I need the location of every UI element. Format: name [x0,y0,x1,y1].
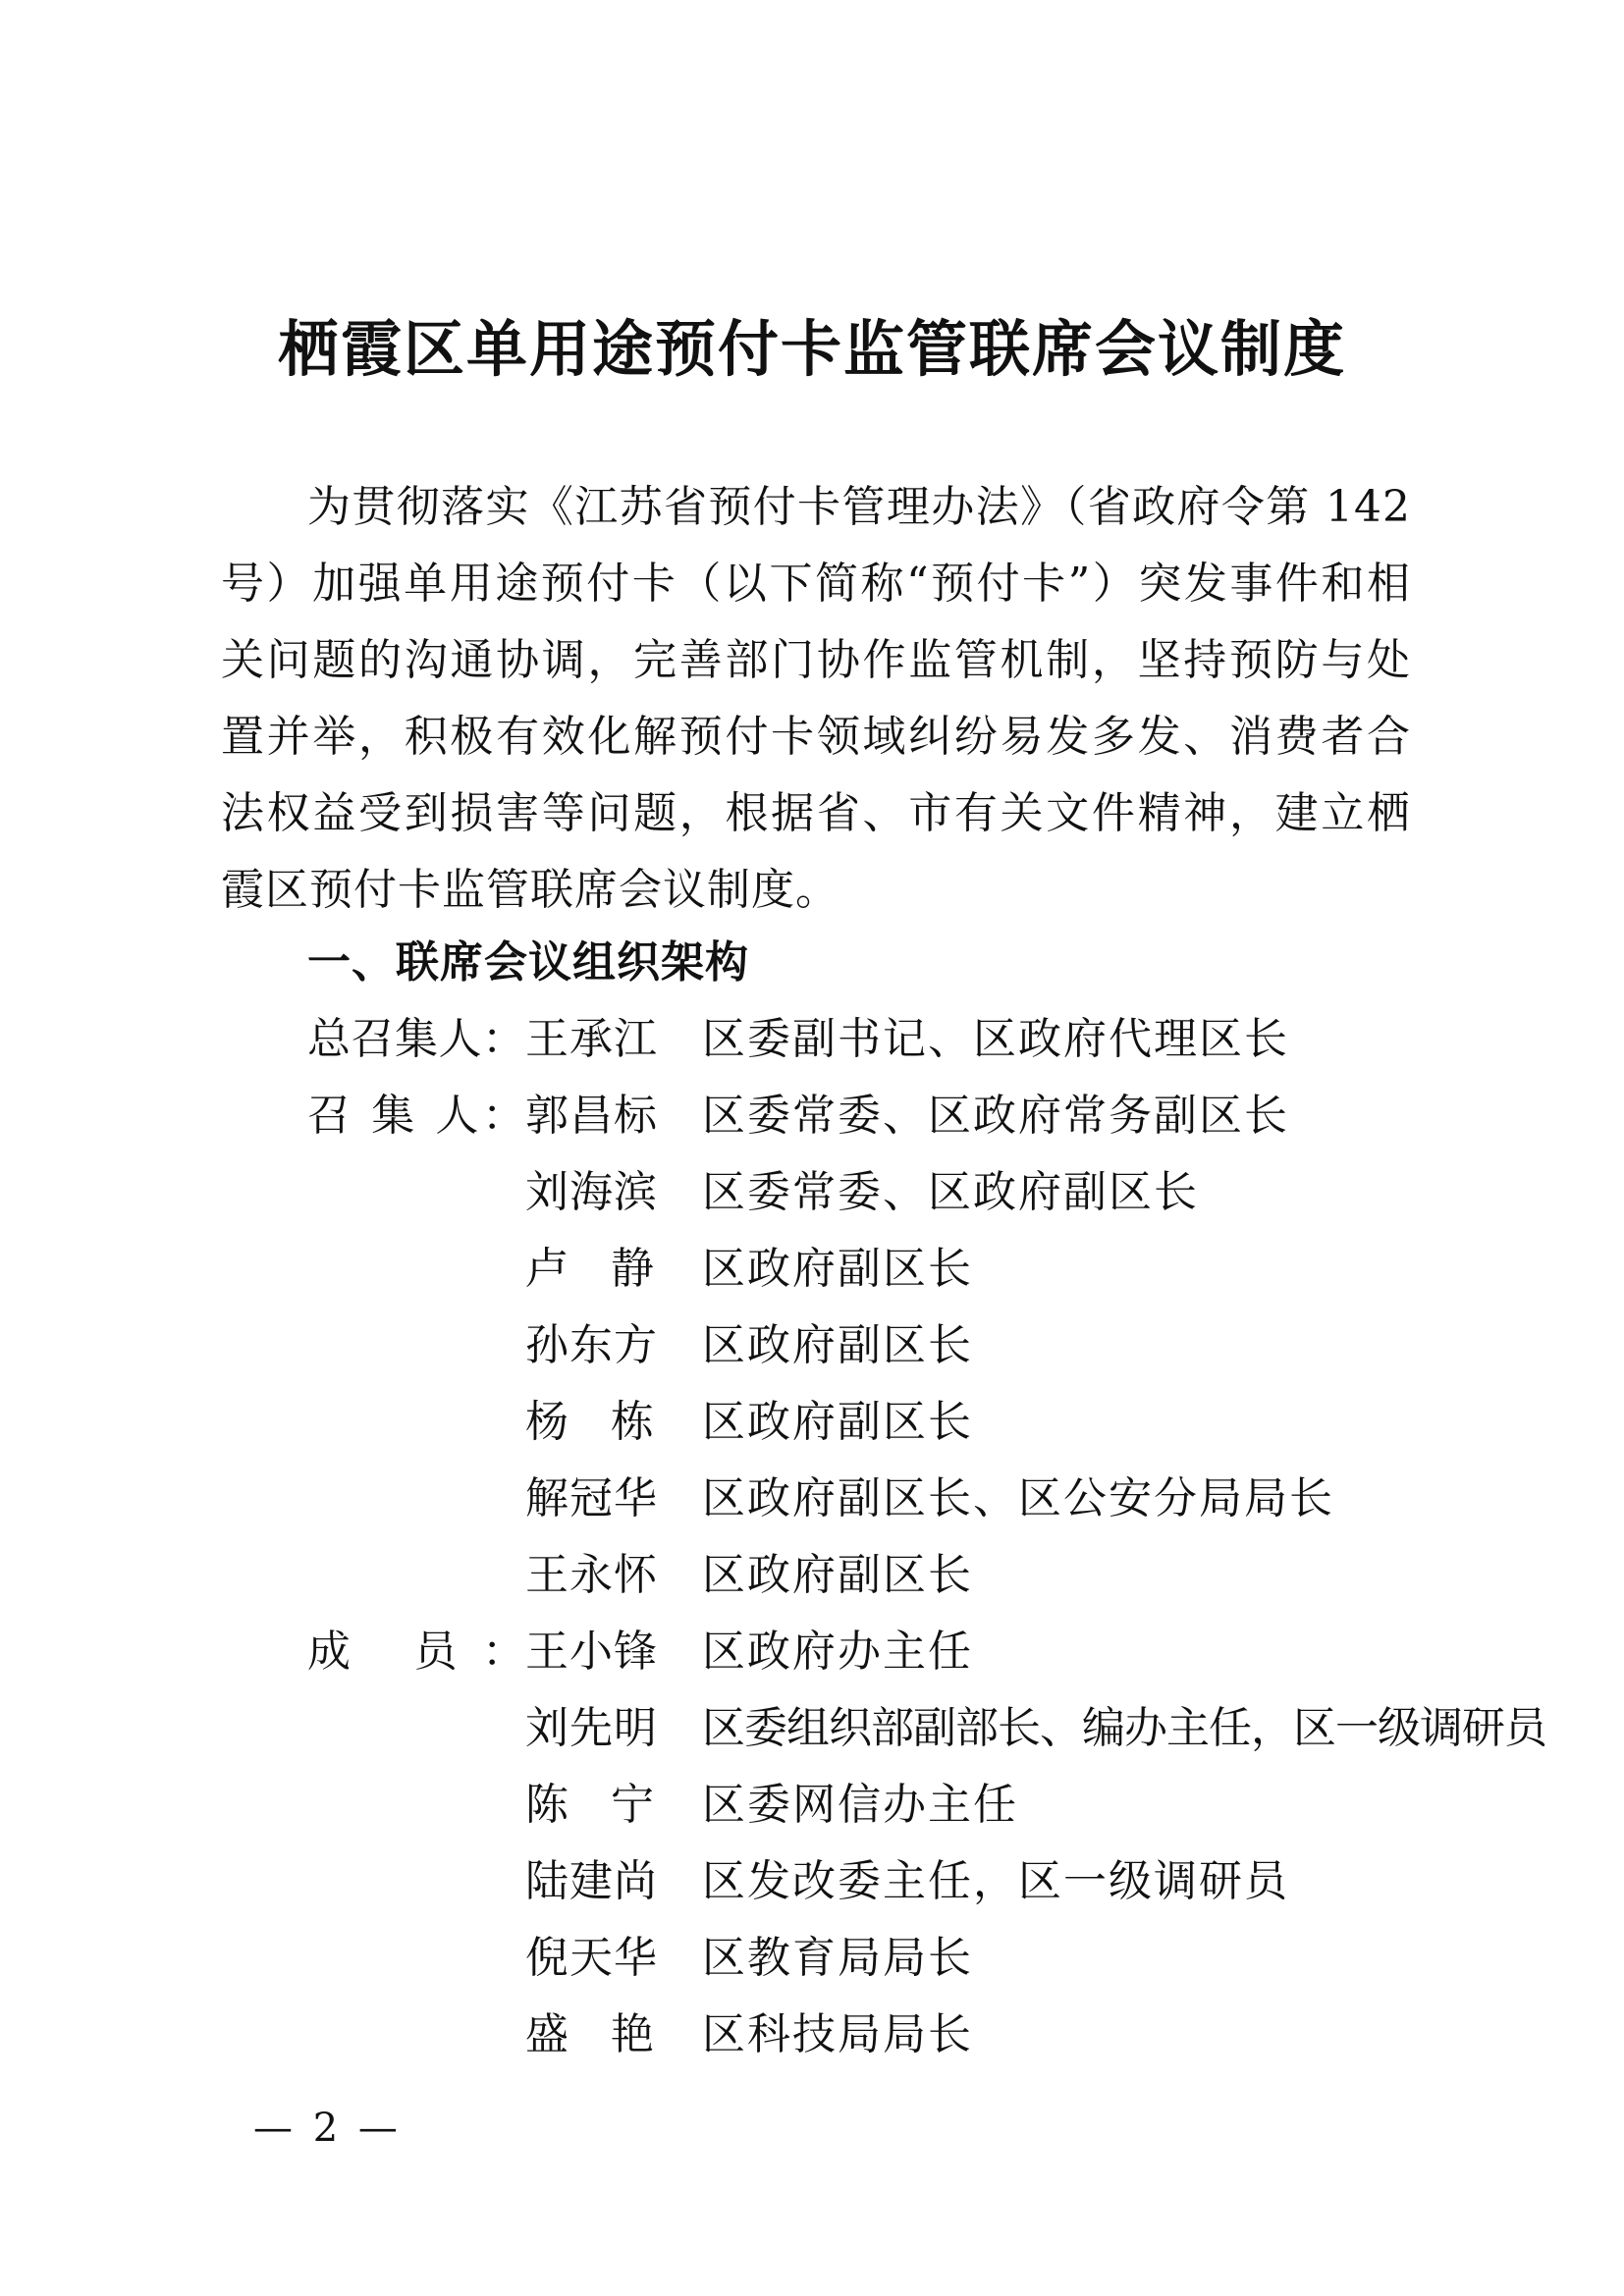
intro-paragraph: 为贯彻落实《江苏省预付卡管理办法》（省政府令第 142 号）加强单用途预付卡（以下简称“预付卡”）突发事件和相关问题的沟通协调，完善部门协作监管机制，坚持预防与处置并举，积极有效化解预付卡领域纠纷易发多发、消费者合法权益受到损害等问题，根据省、市有关文件精神，建立栖霞区预付卡监管联席会议制度。 [221,482,1411,915]
roster-row [307,1078,1417,1154]
member-post: 区委常委、区政府副区长 [702,1167,1199,1217]
roster-row [307,1231,1417,1308]
document-title: 栖霞区单用途预付卡监管联席会议制度 [277,313,1346,385]
member-name: 盛艳 [525,2009,655,2059]
member-name: 王承江 [525,1014,658,1064]
roster-row [307,1920,1417,1997]
member-name: 孙东方 [525,1320,658,1370]
member-post: 区发改委主任，区一级调研员 [702,1856,1289,1906]
roster-row [307,1767,1417,1843]
member-post: 区委常委、区政府常务副区长 [702,1091,1289,1141]
role-label: 成 员： [307,1627,525,1677]
roster-row [307,1997,1417,2073]
roster-row [307,1690,1546,1767]
roster-row [307,1537,1417,1614]
member-name: 解冠华 [525,1473,658,1523]
roster-row [307,1614,1417,1690]
member-post: 区教育局局长 [702,1933,973,1983]
roster-row [307,1461,1417,1537]
member-name: 卢静 [525,1244,655,1294]
member-post: 区政府副区长 [702,1550,973,1600]
member-roster [307,1001,1546,2073]
member-post: 区政府副区长、区公安分局局长 [702,1473,1334,1523]
role-label: 总召集人： [307,1014,525,1064]
roster-row [307,1308,1417,1384]
roster-row [307,1001,1417,1078]
member-post: 区委副书记、区政府代理区长 [702,1014,1289,1064]
member-post: 区政府办主任 [702,1627,973,1677]
member-post: 区委网信办主任 [702,1780,1018,1830]
member-name: 倪天华 [525,1933,658,1983]
member-post: 区政府副区长 [702,1320,973,1370]
section-heading: 一、联席会议组织架构 [307,937,749,988]
roster-row [307,1843,1417,1920]
member-name: 陈宁 [525,1780,655,1830]
member-name: 王小锋 [525,1627,658,1677]
member-name: 郭昌标 [525,1091,658,1141]
member-post: 区政府副区长 [702,1244,973,1294]
member-post: 区政府副区长 [702,1397,973,1447]
page-number: — 2 — [253,2106,402,2151]
member-name: 王永怀 [525,1550,658,1600]
member-name: 刘海滨 [525,1167,658,1217]
member-name: 杨栋 [525,1397,655,1447]
member-name: 刘先明 [525,1703,658,1753]
role-label: 召 集 人： [307,1091,525,1141]
member-post: 区科技局局长 [702,2009,973,2059]
roster-row [307,1154,1417,1231]
roster-row [307,1384,1417,1461]
member-post: 区委组织部副部长、编办主任，区一级调研员 [702,1703,1546,1753]
member-name: 陆建尚 [525,1856,658,1906]
